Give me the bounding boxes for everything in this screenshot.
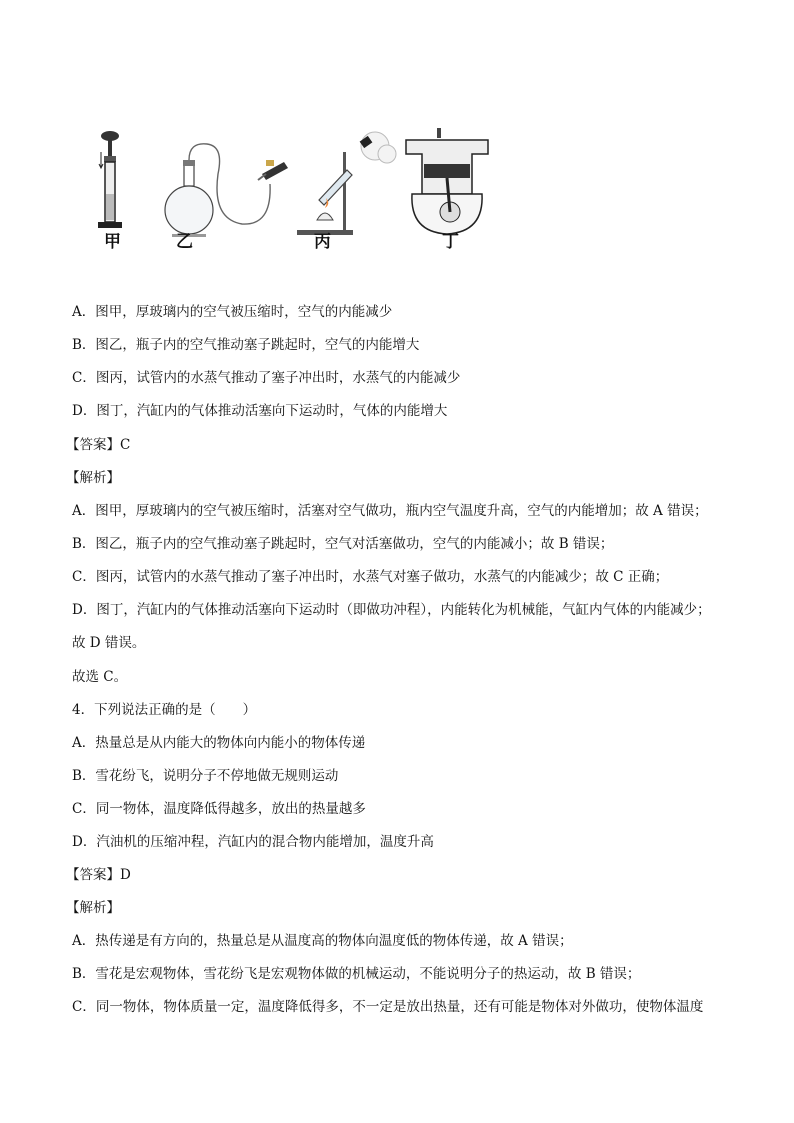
q3-option-c: C．图丙，试管内的水蒸气推动了塞子冲出时，水蒸气的内能减少 [72, 370, 461, 386]
q4-analysis-c: C．同一物体，物体质量一定，温度降低得多，不一定是放出热量，还有可能是物体对外做功，使物体温度 [72, 999, 704, 1015]
q4-option-d: D．汽油机的压缩冲程，汽缸内的混合物内能增加，温度升高 [72, 834, 434, 850]
test-tube-steam-illustration [297, 124, 397, 239]
flask-pump-illustration [162, 124, 292, 239]
q3-analysis-c: C．图丙，试管内的水蒸气推动了塞子冲出时，水蒸气对塞子做功，水蒸气的内能减少；故 C 正确； [72, 569, 669, 585]
q3-option-d: D．图丁，汽缸内的气体推动活塞向下运动时，气体的内能增大 [72, 403, 448, 419]
figure-label-ding: 丁 [442, 232, 460, 252]
q4-option-c: C．同一物体，温度降低得越多，放出的热量越多 [72, 801, 366, 817]
q3-conclusion: 故选 C。 [72, 669, 128, 685]
q3-analysis-a: A．图甲，厚玻璃内的空气被压缩时，活塞对空气做功，瓶内空气温度升高，空气的内能增加；故 A 错误； [72, 503, 708, 519]
figure-label-bing: 丙 [314, 232, 332, 252]
q3-option-a: A．图甲，厚玻璃内的空气被压缩时，空气的内能减少 [72, 304, 393, 320]
figure-label-yi: 乙 [176, 232, 194, 252]
q3-analysis-title: 【解析】 [66, 470, 120, 486]
experiment-figure [92, 124, 512, 274]
q4-option-b: B．雪花纷飞，说明分子不停地做无规则运动 [72, 768, 339, 784]
q3-answer: 【答案】C [66, 437, 131, 453]
q3-analysis-d-cont: 故 D 错误。 [72, 635, 146, 651]
q4-analysis-b: B．雪花是宏观物体，雪花纷飞是宏观物体做的机械运动，不能说明分子的热运动，故 B 错误； [72, 966, 641, 982]
q3-option-b: B．图乙，瓶子内的空气推动塞子跳起时，空气的内能增大 [72, 337, 420, 353]
q4-analysis-title: 【解析】 [66, 900, 120, 916]
figure-label-jia: 甲 [104, 232, 122, 252]
q3-analysis-d: D．图丁，汽缸内的气体推动活塞向下运动时（即做功冲程），内能转化为机械能，气缸内气体的内能减少； [72, 602, 711, 618]
compression-syringe-illustration [92, 124, 132, 239]
q4-option-a: A．热量总是从内能大的物体向内能小的物体传递 [72, 735, 366, 751]
q4-answer: 【答案】D [66, 867, 131, 883]
q3-analysis-b: B．图乙，瓶子内的空气推动塞子跳起时，空气对活塞做功，空气的内能减小；故 B 错误； [72, 536, 614, 552]
q4-stem: 4．下列说法正确的是（ ） [72, 702, 257, 718]
q4-analysis-a: A．热传递是有方向的，热量总是从温度高的物体向温度低的物体传递，故 A 错误； [72, 933, 573, 949]
engine-cylinder-illustration [402, 124, 492, 239]
